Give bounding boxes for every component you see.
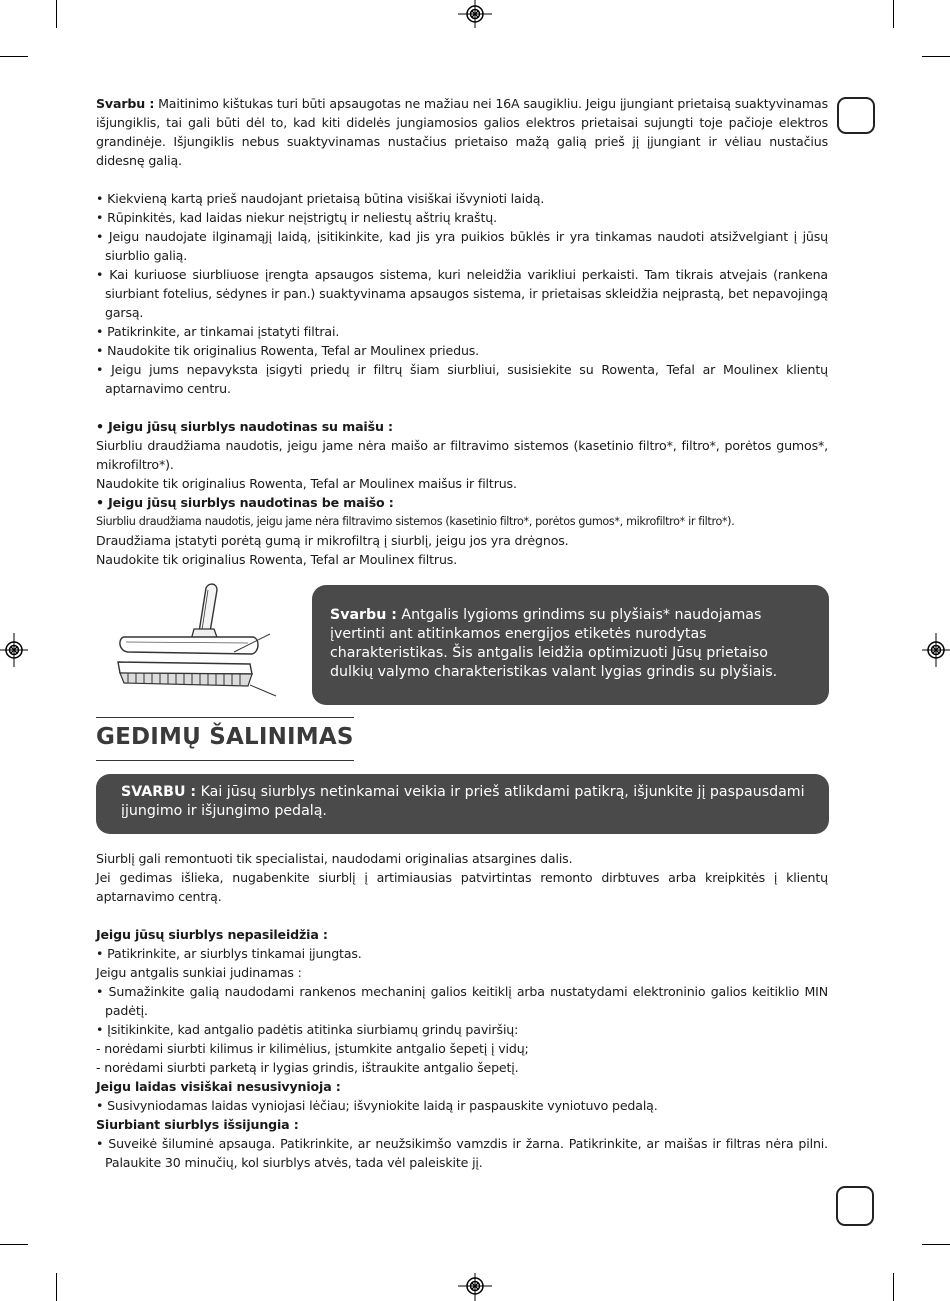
page-tab-bottom bbox=[836, 1186, 874, 1226]
intro-paragraph bbox=[96, 94, 828, 170]
list-item-text: Patikrinkite, ar siurblys tinkamai įjungtas. bbox=[107, 946, 362, 961]
list-item-text: Suveikė šiluminė apsauga. Patikrinkite, ar neužsikimšo vamzdis ir žarna. Patikrinkite, ar maišas ir filtras nėra pilni. Palaukite 30 minučių, kol siurblys atvės, tada vėl paleiskite jį. bbox=[105, 1136, 828, 1170]
crop-mark bbox=[922, 56, 950, 57]
crop-mark bbox=[922, 1244, 950, 1245]
crop-mark bbox=[0, 56, 28, 57]
troubleshooting-text-block bbox=[96, 849, 828, 1172]
bullet-glyph: • bbox=[96, 1098, 104, 1113]
crop-mark bbox=[0, 1244, 28, 1245]
list-item-text: Susivyniodamas laidas vyniojasi lėčiau; išvyniokite laidą ir paspauskite vyniotuvo pedalą. bbox=[107, 1098, 658, 1113]
section-heading-rule bbox=[96, 717, 354, 761]
spacer bbox=[96, 170, 828, 189]
nozzle-info-callout bbox=[312, 585, 829, 705]
bagless-heading: • Jeigu jūsų siurblys naudotinas be maišo : bbox=[96, 495, 394, 510]
bag-text: Naudokite tik originalius Rowenta, Tefal ar Moulinex maišus ir filtrus. bbox=[96, 476, 517, 491]
list-item: • Kiekvieną kartą prieš naudojant prietaisą būtina visiškai išvynioti laidą. bbox=[96, 191, 545, 206]
list-item: • Jeigu jums nepavyksta įsigyti priedų ir filtrų šiam siurbliui, susisiekite su Rowenta, Tefal ar Moulinex klientų aptarnavimo centru. bbox=[96, 362, 828, 396]
bullet-glyph: • bbox=[96, 1136, 104, 1151]
warning-callout bbox=[96, 774, 829, 834]
list-item bbox=[96, 982, 828, 1020]
problem-heading: Jeigu jūsų siurblys nepasileidžia : bbox=[96, 927, 328, 942]
crop-mark bbox=[56, 1273, 57, 1301]
bullet-glyph: • bbox=[96, 984, 104, 999]
bag-text: Siurbliu draudžiama naudotis, jeigu jame nėra maišo ar filtravimo sistemos (kasetinio filtro*, filtro*, porėtos gumos*, mikrofiltro*). bbox=[96, 438, 828, 472]
warning-text: Kai jūsų siurblys netinkamai veikia ir prieš atlikdami patikrą, išjunkite jį paspausdami įjungimo ir išjungimo pedalą. bbox=[121, 784, 805, 819]
bullet-glyph: • bbox=[96, 946, 104, 961]
warning-label: SVARBU : bbox=[121, 784, 197, 800]
list-item bbox=[96, 1020, 828, 1039]
bagless-text: Siurbliu draudžiama naudotis, jeigu jame nėra filtravimo sistemos (kasetinio filtro*, porėtos gumos*, mikrofiltro* ir filtro*). bbox=[96, 515, 735, 528]
registration-mark-icon bbox=[455, 0, 495, 30]
registration-mark-icon bbox=[455, 1271, 495, 1301]
list-item bbox=[96, 1134, 828, 1172]
dash-item: - norėdami siurbti kilimus ir kilimėlius, įstumkite antgalio šepetį į vidų; bbox=[96, 1041, 529, 1056]
list-item: • Patikrinkite, ar tinkamai įstatyti filtrai. bbox=[96, 324, 340, 339]
bagless-text: Draudžiama įstatyti porėtą gumą ir mikrofiltrą į siurblį, jeigu jos yra drėgnos. bbox=[96, 533, 569, 548]
list-item bbox=[96, 944, 828, 963]
list-item: • Kai kuriuose siurbliuose įrengta apsaugos sistema, kuri neleidžia varikliui perkaisti. Tam tikrais atvejais (rankena siurbiant fotelius, sėdynes ir pan.) suaktyvinama apsaugos sistema, ir prietaisas skleidžia neįprastą, bet nepavojingą garsą. bbox=[96, 267, 828, 320]
callout-label: Svarbu : bbox=[330, 607, 397, 623]
safety-text-block bbox=[96, 94, 828, 569]
bag-heading: • Jeigu jūsų siurblys naudotinas su maišu : bbox=[96, 419, 393, 434]
bullet-glyph: • bbox=[96, 1022, 104, 1037]
crop-mark bbox=[56, 0, 57, 28]
problem-subheading: Jeigu antgalis sunkiai judinamas : bbox=[96, 965, 302, 980]
intro-label: Svarbu : bbox=[96, 96, 155, 111]
list-item: • Naudokite tik originalius Rowenta, Tefal ar Moulinex priedus. bbox=[96, 343, 480, 358]
section-title: GEDIMŲ ŠALINIMAS bbox=[96, 724, 354, 750]
crop-mark bbox=[893, 1273, 894, 1301]
spacer bbox=[96, 398, 828, 417]
list-item: • Rūpinkitės, kad laidas niekur neįstrigtų ir neliestų aštrių kraštų. bbox=[96, 210, 497, 225]
list-item-text: Sumažinkite galią naudodami rankenos mechaninį galios keitiklį arba nustatydami elektroninio galios keitiklio MIN padėtį. bbox=[105, 984, 829, 1018]
list-item bbox=[96, 1096, 828, 1115]
list-item: • Jeigu naudojate ilginamąjį laidą, įsitikinkite, kad jis yra puikios būklės ir yra tinkamas naudoti atsižvelgiant į jūsų siurblio galią. bbox=[96, 229, 828, 263]
bagless-text: Naudokite tik originalius Rowenta, Tefal ar Moulinex filtrus. bbox=[96, 552, 458, 567]
callout-text: Antgalis lygioms grindims su plyšiais* naudojamas įvertinti ant atitinkamos energijos etiketės nurodytas charakteristikas. Šis antgalis leidžia optimizuoti Jūsų prietaiso dulkių valymo charakteristikas valant lygias grindis su plyšiais. bbox=[330, 607, 778, 680]
page-tab-top bbox=[837, 97, 875, 134]
problem-heading: Siurbiant siurblys išsijungia : bbox=[96, 1117, 299, 1132]
intro-text: Maitinimo kištukas turi būti apsaugotas ne mažiau nei 16A saugikliu. Jeigu įjungiant prietaisą suaktyvinamas išjungiklis, tai gali būti dėl to, kad kiti didelės jungiamosios galios elektros prietaisai sujungti toje pačioje elektros grandinėje. Išjungiklis nebus suaktyvinamas nustačius prietaiso mažą galią prieš jį įjungiant ir vėliau nustačius didesnę galią. bbox=[96, 96, 828, 168]
spacer bbox=[96, 906, 828, 925]
registration-mark-icon bbox=[920, 630, 950, 670]
crop-mark bbox=[893, 0, 894, 28]
list-item-text: Įsitikinkite, kad antgalio padėtis atitinka siurbiamų grindų paviršių: bbox=[107, 1022, 519, 1037]
repair-text: Jei gedimas išlieka, nugabenkite siurblį į artimiausias patvirtintas remonto dirbtuves arba kreipkitės į klientų aptarnavimo centrą. bbox=[96, 870, 828, 904]
dash-item: - norėdami siurbti parketą ir lygias grindis, ištraukite antgalio šepetį. bbox=[96, 1060, 519, 1075]
floor-nozzle-illustration bbox=[114, 582, 280, 700]
problem-heading: Jeigu laidas visiškai nesusivynioja : bbox=[96, 1079, 341, 1094]
repair-text: Siurblį gali remontuoti tik specialistai, naudodami originalias atsargines dalis. bbox=[96, 851, 573, 866]
registration-mark-icon bbox=[0, 630, 30, 670]
